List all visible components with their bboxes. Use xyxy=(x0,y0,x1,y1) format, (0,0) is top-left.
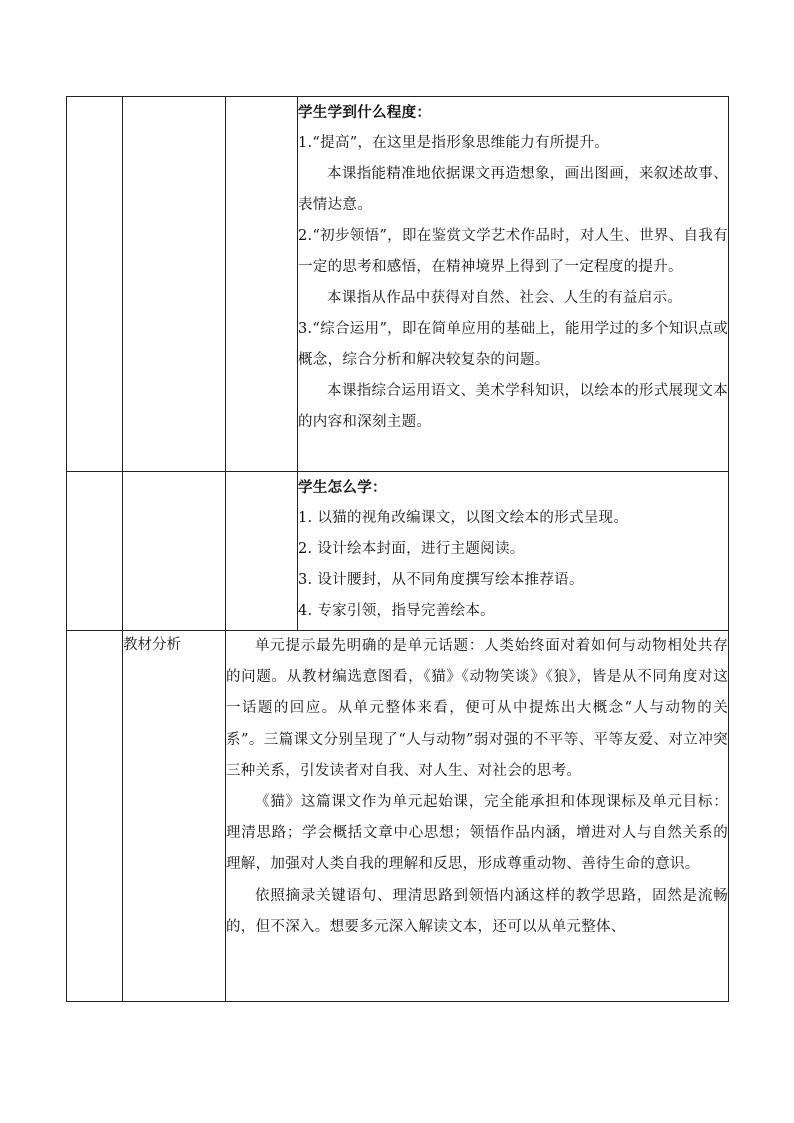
paragraph: 2.“初步领悟”，即在鉴赏文学艺术作品时，对人生、世界、自我有一定的思考和感悟，在精神境界上得到了一定程度的提升。 xyxy=(298,228,728,275)
lesson-plan-table xyxy=(66,96,729,1002)
table-cell-empty xyxy=(123,472,226,631)
table-cell-empty xyxy=(123,97,226,472)
list-item: 1. 以猫的视角改编课文，以图文绘本的形式呈现。 xyxy=(298,510,629,526)
paragraph: 《猫》这篇课文作为单元起始课，完全能承担和体现课标及单元目标：理清思路；学会概括文章中心思想；领悟作品内涵，增进对人与自然关系的理解，加强对人类自我的理解和反思，形成尊重动物、善待生命的意识。 xyxy=(226,794,728,873)
table-cell-empty xyxy=(226,97,298,472)
row-label: 教材分析 xyxy=(123,631,226,1002)
paragraph: 3.“综合运用”，即在简单应用的基础上，能用学过的多个知识点或概念，综合分析和解决较复杂的问题。 xyxy=(298,321,728,368)
section-heading: 学生学到什么程度： xyxy=(298,104,432,121)
table-cell-empty xyxy=(67,631,123,1002)
table-cell-content xyxy=(298,472,729,631)
list-item: 2. 设计绘本封面，进行主题阅读。 xyxy=(298,541,525,557)
table-row-textbook-analysis xyxy=(67,631,729,1002)
paragraph: 1.“提高”，在这里是指形象思维能力有所提升。 xyxy=(298,135,610,151)
paragraph: 依照摘录关键语句、理清思路到领悟内涵这样的教学思路，固然是流畅的，但不深入。想要多元深入解读文本，还可以从单元整体、 xyxy=(226,887,728,935)
table-row-how-to-learn xyxy=(67,472,729,631)
table-cell-content xyxy=(298,97,729,472)
table-cell-empty xyxy=(67,472,123,631)
table-cell-empty xyxy=(67,97,123,472)
paragraph: 单元提示最先明确的是单元话题：人类始终面对着如何与动物相处共存的问题。从教材编选意图看，《猫》《动物笑谈》《狼》，皆是从不同角度对这一话题的回应。从单元整体来看，便可从中提炼出大概念“人与动物的关系”。三篇课文分别呈现了“人与动物”弱对强的不平等、平等友爱、对立冲突三种关系，引发读者对自我、对人生、对社会的思考。 xyxy=(226,638,728,779)
paragraph: 本课指综合运用语文、美术学科知识，以绘本的形式展现文本的内容和深刻主题。 xyxy=(298,383,728,430)
list-item: 3. 设计腰封，从不同角度撰写绘本推荐语。 xyxy=(298,572,584,588)
paragraph: 本课指从作品中获得对自然、社会、人生的有益启示。 xyxy=(327,290,683,306)
table-cell-empty xyxy=(226,472,298,631)
section-heading: 学生怎么学： xyxy=(298,479,387,496)
paragraph: 本课指能精准地依据课文再造想象，画出图画，来叙述故事、表情达意。 xyxy=(298,166,728,213)
table-row-learning-level xyxy=(67,97,729,472)
list-item: 4. 专家引领，指导完善绘本。 xyxy=(298,603,495,619)
table-cell-content xyxy=(226,631,729,1002)
